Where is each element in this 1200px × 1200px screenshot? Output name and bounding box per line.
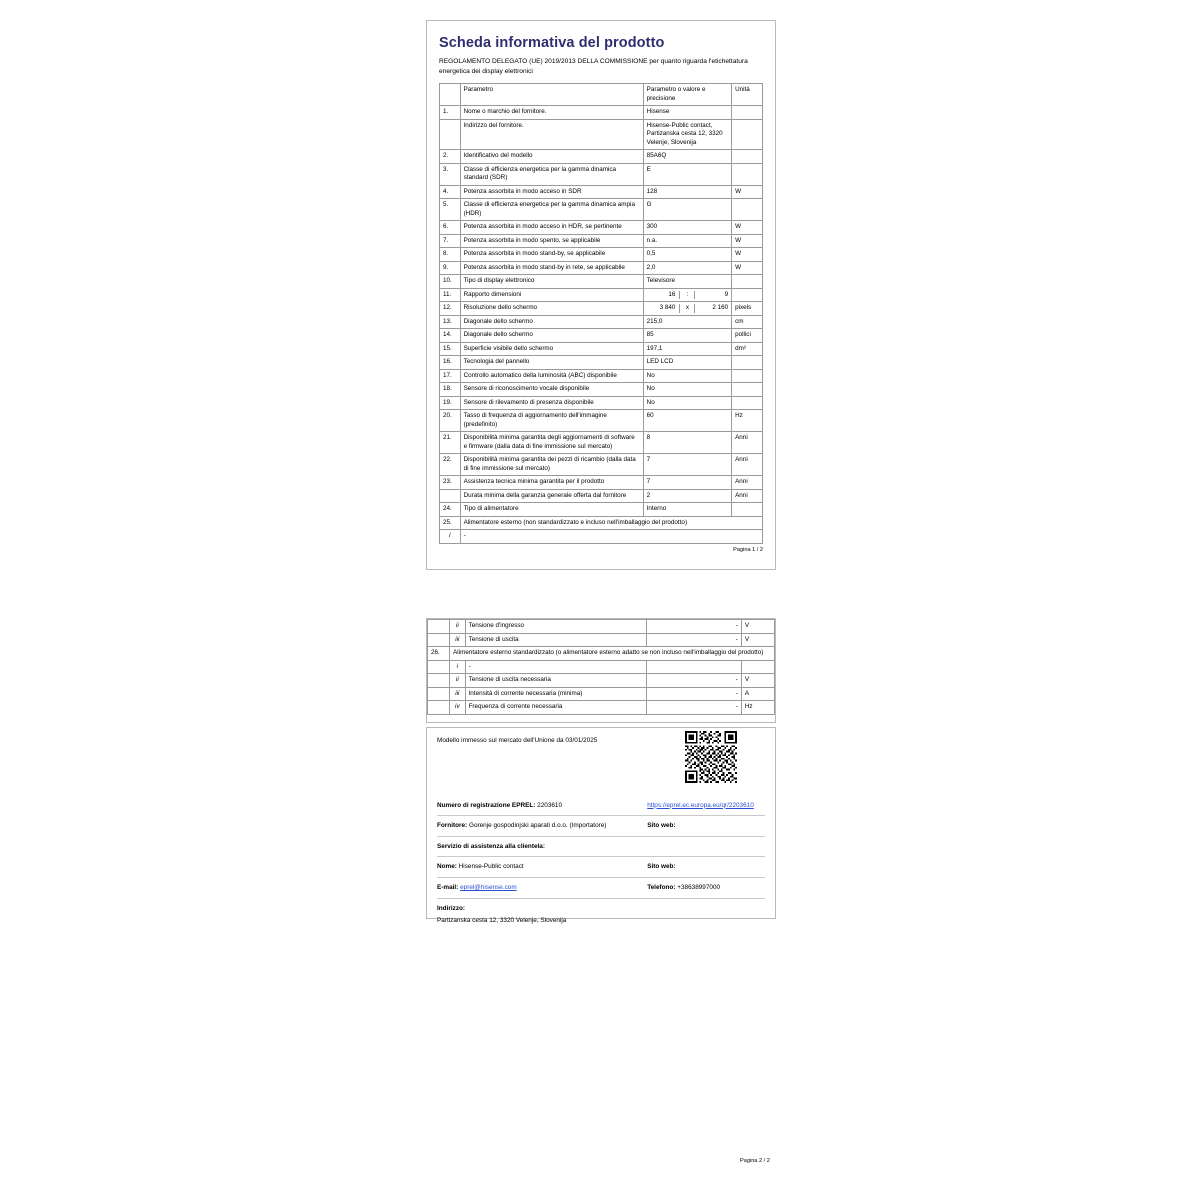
phone-label: Telefono: — [647, 884, 676, 892]
website-label: Sito web: — [647, 863, 676, 871]
row-number: 14. — [440, 329, 461, 343]
row-value: No — [643, 396, 731, 410]
header-value: Parametro o valore e precisione — [643, 84, 731, 106]
row-unit: Hz — [732, 410, 763, 432]
row-value: 8 — [643, 432, 731, 454]
eprel-value: 2203610 — [537, 801, 563, 809]
row-unit — [732, 163, 763, 185]
row-number: 10. — [440, 275, 461, 289]
row-subindex: i — [450, 660, 465, 674]
divider-4 — [437, 877, 765, 878]
row-parameter: Classe di efficienza energetica per la gamma dinamica ampia (HDR) — [460, 199, 643, 221]
row-value: 60 — [643, 410, 731, 432]
row-unit: V — [741, 620, 774, 634]
table-row — [440, 530, 763, 544]
table-row — [428, 687, 775, 701]
page-title: Scheda informativa del prodotto — [439, 35, 665, 51]
row-parameter: Potenza assorbita in modo acceso in HDR, se pertinente — [460, 221, 643, 235]
row-number — [428, 660, 450, 674]
row-value: - — [646, 701, 741, 715]
row-number: 6. — [440, 221, 461, 235]
document-page-2-table — [426, 618, 776, 723]
row-unit: pollici — [732, 329, 763, 343]
row-number — [428, 701, 450, 715]
row-parameter: Disponibilità minima garantita degli aggiornamenti di software e firmware (dalla data di fine immissione sul mercato) — [460, 432, 643, 454]
page-footer-1: Pagina 1 / 2 — [733, 546, 763, 553]
row-value: Hisense-Public contact, Partizanska cesta 12, 3320 Velenje, Slovenija — [643, 119, 731, 150]
row-parameter: Tipo di alimentatore — [460, 503, 643, 517]
row-parameter: Potenza assorbita in modo spento, se applicabile — [460, 234, 643, 248]
row-unit: W — [732, 234, 763, 248]
table-row — [440, 119, 763, 150]
table-row — [440, 432, 763, 454]
address-label: Indirizzo: — [437, 904, 466, 912]
row-number: 1. — [440, 106, 461, 120]
row-value: 197,1 — [643, 342, 731, 356]
row-parameter: Alimentatore esterno (non standardizzato e incluso nell'imballaggio del prodotto) — [460, 516, 762, 530]
row-parameter: Intensità di corrente necessaria (minima) — [465, 687, 646, 701]
row-unit — [732, 288, 763, 302]
row-value: G — [643, 199, 731, 221]
address-value: Partizanska cesta 12, 3320 Velenje, Slovenija — [437, 917, 567, 925]
row-number: 19. — [440, 396, 461, 410]
row-parameter: Frequenza di corrente necessaria — [465, 701, 646, 715]
row-value: 215,0 — [643, 315, 731, 329]
table-row — [440, 261, 763, 275]
row-unit: Anni — [732, 489, 763, 503]
row-unit: V — [741, 674, 774, 688]
email-label: E-mail: — [437, 884, 459, 892]
table-row — [428, 647, 775, 661]
row-unit — [732, 383, 763, 397]
row-parameter: Assistenza tecnica minima garantita per il prodotto — [460, 476, 643, 490]
product-spec-table — [439, 83, 763, 544]
row-parameter: Tecnologia del pannello — [460, 356, 643, 370]
row-value: 2,0 — [643, 261, 731, 275]
table-row — [440, 396, 763, 410]
row-number: 20. — [440, 410, 461, 432]
divider-5 — [437, 898, 765, 899]
row-unit: W — [732, 261, 763, 275]
row-number: 12. — [440, 302, 461, 316]
row-parameter: Sensore di rilevamento di presenza disponibile — [460, 396, 643, 410]
table-row — [440, 221, 763, 235]
row-unit: W — [732, 248, 763, 262]
row-subindex: iii — [450, 687, 465, 701]
table-row — [440, 302, 763, 316]
row-number — [440, 119, 461, 150]
table-row — [440, 275, 763, 289]
row-number — [428, 674, 450, 688]
row-unit — [732, 119, 763, 150]
row-value: No — [643, 383, 731, 397]
table-row — [440, 342, 763, 356]
row-number: 25. — [440, 516, 461, 530]
header-parameter: Parametro — [460, 84, 643, 106]
row-number: 22. — [440, 454, 461, 476]
row-number: 2. — [440, 150, 461, 164]
row-unit — [741, 660, 774, 674]
row-number: 3. — [440, 163, 461, 185]
table-row — [440, 454, 763, 476]
row-value — [643, 288, 731, 302]
table-row — [440, 163, 763, 185]
table-header-row — [440, 84, 763, 106]
row-parameter: Rapporto dimensioni — [460, 288, 643, 302]
row-number: 18. — [440, 383, 461, 397]
row-number: 17. — [440, 369, 461, 383]
row-value: - — [646, 620, 741, 634]
table-row — [440, 248, 763, 262]
document-page-1 — [426, 20, 776, 570]
divider-3 — [437, 856, 765, 857]
header-num — [440, 84, 461, 106]
table-row — [440, 199, 763, 221]
row-parameter: Sensore di riconoscimento vocale disponibile — [460, 383, 643, 397]
row-unit: W — [732, 221, 763, 235]
row-value: 2 — [643, 489, 731, 503]
table-row — [440, 234, 763, 248]
row-unit — [732, 369, 763, 383]
table-row — [440, 369, 763, 383]
row-parameter: Disponibilità minima garantita dei pezzi di ricambio (dalla data di fine immissione sul mercato) — [460, 454, 643, 476]
row-subindex: iv — [450, 701, 465, 715]
email-link[interactable]: eprel@hisense.com — [460, 884, 517, 892]
name-value: Hisense-Public contact — [458, 863, 524, 871]
row-value-a: 16 — [668, 290, 676, 298]
row-parameter: Nome o marchio del fornitore. — [460, 106, 643, 120]
row-value-separator: x — [679, 304, 695, 313]
row-unit: cm — [732, 315, 763, 329]
table-row — [440, 185, 763, 199]
table-row — [440, 489, 763, 503]
row-value: - — [646, 674, 741, 688]
row-value-b: 2 160 — [712, 304, 729, 312]
table-row — [440, 106, 763, 120]
row-parameter: Tasso di frequenza di aggiornamento dell'immagine (predefinito) — [460, 410, 643, 432]
table-row — [428, 620, 775, 634]
service-name-row — [437, 862, 765, 872]
row-value: 7 — [643, 454, 731, 476]
row-unit: V — [741, 633, 774, 647]
document-info-block — [426, 727, 776, 925]
row-value — [643, 302, 731, 316]
row-value: 0,5 — [643, 248, 731, 262]
table-row — [428, 701, 775, 715]
row-parameter: Classe di efficienza energetica per la gamma dinamica standard (SDR) — [460, 163, 643, 185]
table-row — [440, 315, 763, 329]
row-number: 23. — [440, 476, 461, 490]
row-subindex: ii — [450, 620, 465, 634]
row-parameter: Potenza assorbita in modo stand-by in rete, se applicabile — [460, 261, 643, 275]
row-parameter: Diagonale dello schermo — [460, 315, 643, 329]
row-number: 16. — [440, 356, 461, 370]
table-row — [440, 288, 763, 302]
eprel-label: Numero di registrazione EPREL: — [437, 801, 536, 809]
name-label: Nome: — [437, 863, 457, 871]
row-unit — [732, 396, 763, 410]
row-value: Televisore — [643, 275, 731, 289]
row-number: 5. — [440, 199, 461, 221]
market-date: Modello immesso sul mercato dell'Unione da 03/01/2025 — [437, 737, 598, 744]
row-number — [428, 633, 450, 647]
supplier-row — [437, 821, 765, 831]
row-number: 15. — [440, 342, 461, 356]
row-subindex: i — [440, 530, 461, 544]
phone-value: +38638997000 — [677, 884, 721, 892]
row-number: 8. — [440, 248, 461, 262]
table-row — [428, 674, 775, 688]
row-subindex: ii — [450, 674, 465, 688]
table-row — [440, 503, 763, 517]
row-value-b: 9 — [724, 290, 729, 298]
row-value — [646, 660, 741, 674]
row-unit: Anni — [732, 454, 763, 476]
table-row — [428, 633, 775, 647]
row-value: No — [643, 369, 731, 383]
row-value: LED LCD — [643, 356, 731, 370]
row-number — [428, 687, 450, 701]
row-parameter: Potenza assorbita in modo stand-by, se applicabile — [460, 248, 643, 262]
row-value: 85 — [643, 329, 731, 343]
row-parameter: Controllo automatico della luminosità (ABC) disponibile — [460, 369, 643, 383]
row-value: 300 — [643, 221, 731, 235]
service-title: Servizio di assistenza alla clientela: — [437, 842, 545, 850]
row-value: - — [646, 633, 741, 647]
row-unit — [732, 106, 763, 120]
header-unit: Unità — [732, 84, 763, 106]
row-value: Hisense — [643, 106, 731, 120]
table-row — [428, 660, 775, 674]
regulation-subtitle: REGOLAMENTO DELEGATO (UE) 2019/2013 DELLA COMMISSIONE per quanto riguarda l'etichettatura energetica dei display elettronici — [439, 58, 748, 75]
table-row — [440, 410, 763, 432]
row-parameter: - — [460, 530, 762, 544]
row-value: 85A6Q — [643, 150, 731, 164]
row-number: 7. — [440, 234, 461, 248]
row-unit — [732, 503, 763, 517]
divider-1 — [437, 815, 765, 816]
supplier-value: Gorenje gospodinjski aparati d.o.o. (Importatore) — [468, 822, 607, 830]
page-footer-2: Pagina 2 / 2 — [740, 1158, 770, 1164]
external-psu-table — [427, 619, 775, 715]
row-number: 24. — [440, 503, 461, 517]
table-row — [440, 329, 763, 343]
table-row — [440, 476, 763, 490]
row-parameter: Tensione d'ingresso — [465, 620, 646, 634]
row-unit: W — [732, 185, 763, 199]
eprel-url-link[interactable]: https://eprel.ec.europa.eu/qr/2203610 — [647, 801, 754, 809]
row-parameter: Tensione di uscita necessaria — [465, 674, 646, 688]
row-number: 26. — [428, 647, 450, 661]
row-unit: pixels — [732, 302, 763, 316]
row-parameter: Risoluzione dello schermo — [460, 302, 643, 316]
row-number: 11. — [440, 288, 461, 302]
row-unit — [732, 199, 763, 221]
row-unit: Anni — [732, 476, 763, 490]
row-value-a: 3 840 — [659, 304, 676, 312]
table-row — [440, 356, 763, 370]
row-parameter: Diagonale dello schermo — [460, 329, 643, 343]
row-number — [440, 489, 461, 503]
supplier-label: Fornitore: — [437, 822, 468, 830]
eprel-row — [437, 801, 765, 811]
row-number: 9. — [440, 261, 461, 275]
row-value: - — [646, 687, 741, 701]
table-row — [440, 516, 763, 530]
row-unit: Hz — [741, 701, 774, 715]
row-value: 128 — [643, 185, 731, 199]
service-contact-row — [437, 883, 765, 893]
divider-2 — [437, 836, 765, 837]
row-unit: A — [741, 687, 774, 701]
row-value: E — [643, 163, 731, 185]
row-unit — [732, 356, 763, 370]
row-parameter: Indirizzo del fornitore. — [460, 119, 643, 150]
row-number — [428, 620, 450, 634]
row-number: 4. — [440, 185, 461, 199]
row-unit — [732, 275, 763, 289]
row-parameter: - — [465, 660, 646, 674]
row-parameter: Identificativo del modello — [460, 150, 643, 164]
row-value: n.a. — [643, 234, 731, 248]
row-unit: dm² — [732, 342, 763, 356]
row-number: 21. — [440, 432, 461, 454]
row-parameter: Durata minima della garanzia generale offerta dal fornitore — [460, 489, 643, 503]
row-number: 13. — [440, 315, 461, 329]
row-value: 7 — [643, 476, 731, 490]
row-parameter: Tensione di uscita — [465, 633, 646, 647]
qr-code-icon — [685, 731, 737, 783]
row-subindex: iii — [450, 633, 465, 647]
supplier-website-label: Sito web: — [647, 822, 676, 830]
row-unit: Anni — [732, 432, 763, 454]
row-parameter: Superficie visibile dello schermo — [460, 342, 643, 356]
row-parameter: Potenza assorbita in modo acceso in SDR — [460, 185, 643, 199]
row-parameter: Alimentatore esterno standardizzato (o alimentatore esterno adatto se non incluso nell'imballaggio del prodotto) — [450, 647, 775, 661]
row-value: Interno — [643, 503, 731, 517]
row-parameter: Tipo di display elettronico — [460, 275, 643, 289]
row-unit — [732, 150, 763, 164]
row-value-separator: : — [679, 291, 695, 300]
table-row — [440, 150, 763, 164]
table-row — [440, 383, 763, 397]
